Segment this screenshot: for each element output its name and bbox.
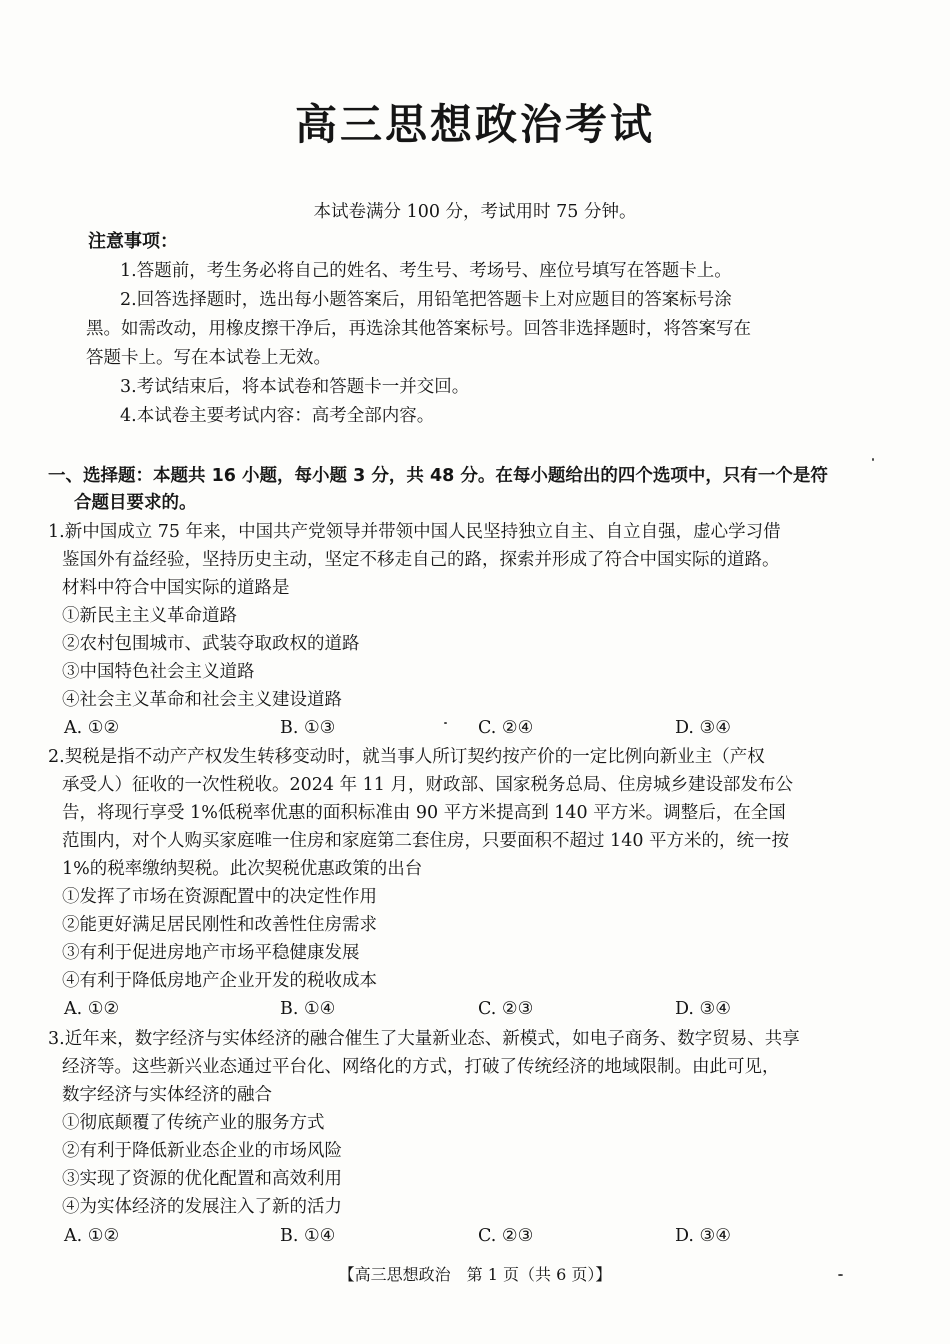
notice-line: 黑。如需改动，用橡皮擦干净后，再选涂其他答案标号。回答非选择题时，将答案写在 [86, 319, 751, 339]
question-stem: 材料中符合中国实际的道路是 [62, 578, 290, 598]
question-stem: 告，将现行享受 1%低税率优惠的面积标准由 90 平方米提高到 140 平方米。调整后，在全国 [62, 803, 786, 823]
question-stem: 数字经济与实体经济的融合 [62, 1085, 272, 1105]
notice-line: 答题卡上。写在本试卷上无效。 [86, 348, 331, 368]
question-item: ①发挥了市场在资源配置中的决定性作用 [62, 887, 377, 907]
option-b: B. ①④ [280, 1226, 336, 1246]
option-d: D. ③④ [675, 1226, 731, 1246]
option-c: C. ②④ [478, 718, 534, 738]
question-stem: 1.新中国成立 75 年来，中国共产党领导并带领中国人民坚持独立自主、自立自强，虚心学习借 [48, 522, 781, 542]
section-heading-cont: 合题目要求的。 [74, 493, 197, 513]
question-stem: 范围内，对个人购买家庭唯一住房和家庭第二套住房，只要面积不超过 140 平方米的，统一按 [62, 831, 790, 851]
question-item: ①彻底颠覆了传统产业的服务方式 [62, 1113, 325, 1133]
question-stem: 鉴国外有益经验，坚持历史主动，坚定不移走自己的路，探索并形成了符合中国实际的道路。 [62, 550, 780, 570]
question-item: ④为实体经济的发展注入了新的活力 [62, 1197, 342, 1217]
question-item: ②有利于降低新业态企业的市场风险 [62, 1141, 342, 1161]
question-stem: 3.近年来，数字经济与实体经济的融合催生了大量新业态、新模式，如电子商务、数字贸易、共享 [48, 1029, 800, 1049]
question-item: ③中国特色社会主义道路 [62, 662, 255, 682]
notice-line: 4.本试卷主要考试内容：高考全部内容。 [120, 406, 435, 426]
question-item: ③有利于促进房地产市场平稳健康发展 [62, 943, 360, 963]
option-c: C. ②③ [478, 999, 534, 1019]
scan-speck [444, 722, 447, 724]
question-item: ①新民主主义革命道路 [62, 606, 237, 626]
option-b: B. ①④ [280, 999, 336, 1019]
notice-heading: 注意事项： [88, 231, 178, 252]
notice-line: 2.回答选择题时，选出每小题答案后，用铅笔把答题卡上对应题目的答案标号涂 [120, 290, 732, 310]
question-item: ④有利于降低房地产企业开发的税收成本 [62, 971, 377, 991]
question-stem: 2.契税是指不动产产权发生转移变动时，就当事人所订契约按产价的一定比例向新业主（产权 [48, 747, 765, 767]
page-footer: 【高三思想政治 第 1 页（共 6 页）】 [338, 1265, 612, 1284]
question-item: ③实现了资源的优化配置和高效利用 [62, 1169, 342, 1189]
option-a: A. ①② [64, 1226, 120, 1246]
option-d: D. ③④ [675, 718, 731, 738]
scan-speck [872, 458, 874, 461]
question-item: ②农村包围城市、武装夺取政权的道路 [62, 634, 360, 654]
option-d: D. ③④ [675, 999, 731, 1019]
section-heading: 一、选择题：本题共 16 小题，每小题 3 分，共 48 分。在每小题给出的四个选项中，只有一个是符 [48, 466, 828, 486]
option-c: C. ②③ [478, 1226, 534, 1246]
question-stem: 承受人）征收的一次性税收。2024 年 11 月，财政部、国家税务总局、住房城乡建设部发布公 [62, 775, 793, 795]
question-stem: 经济等。这些新兴业态通过平台化、网络化的方式，打破了传统经济的地域限制。由此可见， [62, 1057, 780, 1077]
option-a: A. ①② [64, 718, 120, 738]
exam-subtitle: 本试卷满分 100 分，考试用时 75 分钟。 [313, 202, 637, 222]
option-a: A. ①② [64, 999, 120, 1019]
question-item: ②能更好满足居民刚性和改善性住房需求 [62, 915, 377, 935]
notice-line: 1.答题前，考生务必将自己的姓名、考生号、考场号、座位号填写在答题卡上。 [120, 261, 732, 281]
scan-speck [838, 1274, 843, 1276]
question-item: ④社会主义革命和社会主义建设道路 [62, 690, 342, 710]
question-stem: 1%的税率缴纳契税。此次契税优惠政策的出台 [62, 859, 423, 879]
option-b: B. ①③ [280, 718, 336, 738]
notice-line: 3.考试结束后，将本试卷和答题卡一并交回。 [120, 377, 470, 397]
exam-title: 高三思想政治考试 [294, 100, 655, 149]
